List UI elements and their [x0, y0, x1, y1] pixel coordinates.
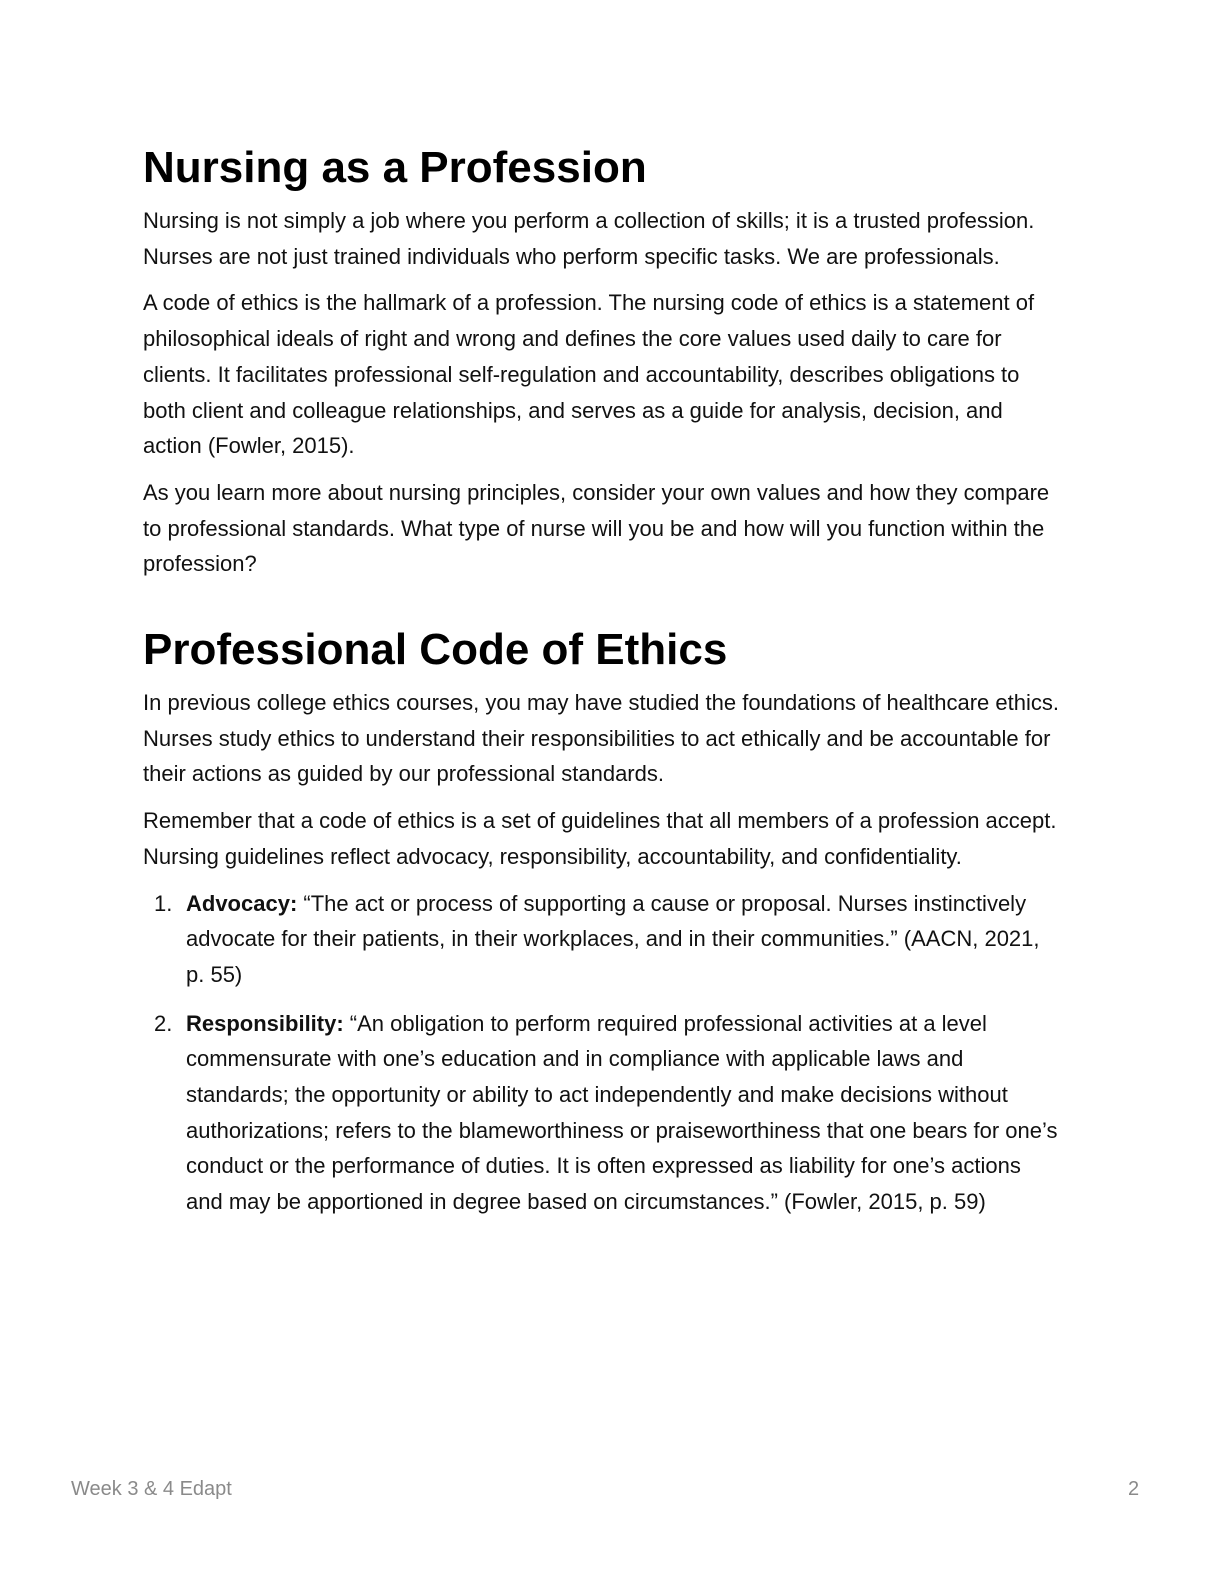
footer-document-title: Week 3 & 4 Edapt	[71, 1478, 232, 1500]
section-heading-code-of-ethics: Professional Code of Ethics	[143, 625, 728, 675]
paragraph: As you learn more about nursing principles, consider your own values and how they compare to professional standards. What type of nurse will you be and how will you function within the profession?	[143, 479, 1050, 577]
list-number: 2.	[154, 1010, 173, 1036]
ethics-guidelines-list	[143, 886, 1063, 1220]
list-number: 1.	[154, 890, 173, 916]
list-item-responsibility	[143, 1006, 1063, 1220]
list-text: “An obligation to perform required professional activities at a level commensurate with one’s education and in compliance with applicable laws and standards; the opportunity or ability to act independently and make decisions without authorizations; refers to the blameworthiness or praiseworthiness that one bears for one’s conduct or the performance of duties. It is often expressed as liability for one’s actions and may be apportioned in degree based on circumstances.” (Fowler, 2015, p. 59)	[186, 1010, 1058, 1215]
section-heading-nursing-profession: Nursing as a Profession	[143, 143, 647, 192]
list-item-advocacy	[143, 886, 1063, 993]
document-body	[143, 138, 1063, 1233]
list-term: Advocacy:	[186, 890, 298, 916]
paragraph: In previous college ethics courses, you may have studied the foundations of healthcare ethics. Nurses study ethics to understand their responsibilities to act ethically and be accountable for their actions as guided by our professional standards.	[143, 690, 1059, 787]
paragraph: Remember that a code of ethics is a set of guidelines that all members of a profession accept. Nursing guidelines reflect advocacy, responsibility, accountability, and confidentiality.	[143, 808, 1057, 869]
footer-page-number: 2	[1128, 1478, 1140, 1500]
paragraph: A code of ethics is the hallmark of a profession. The nursing code of ethics is a statement of philosophical ideals of right and wrong and defines the core values used daily to care for clients. It facilitates professional self-regulation and accountability, describes obligations to both client and colleague relationships, and serves as a guide for analysis, decision, and action (Fowler, 2015).	[143, 290, 1035, 459]
paragraph: Nursing is not simply a job where you perform a collection of skills; it is a trusted profession. Nurses are not just trained individuals who perform specific tasks. We are professionals.	[143, 208, 1035, 269]
list-term: Responsibility:	[186, 1010, 344, 1036]
list-text: “The act or process of supporting a cause or proposal. Nurses instinctively advocate for their patients, in their workplaces, and in their communities.” (AACN, 2021, p. 55)	[186, 890, 1040, 987]
